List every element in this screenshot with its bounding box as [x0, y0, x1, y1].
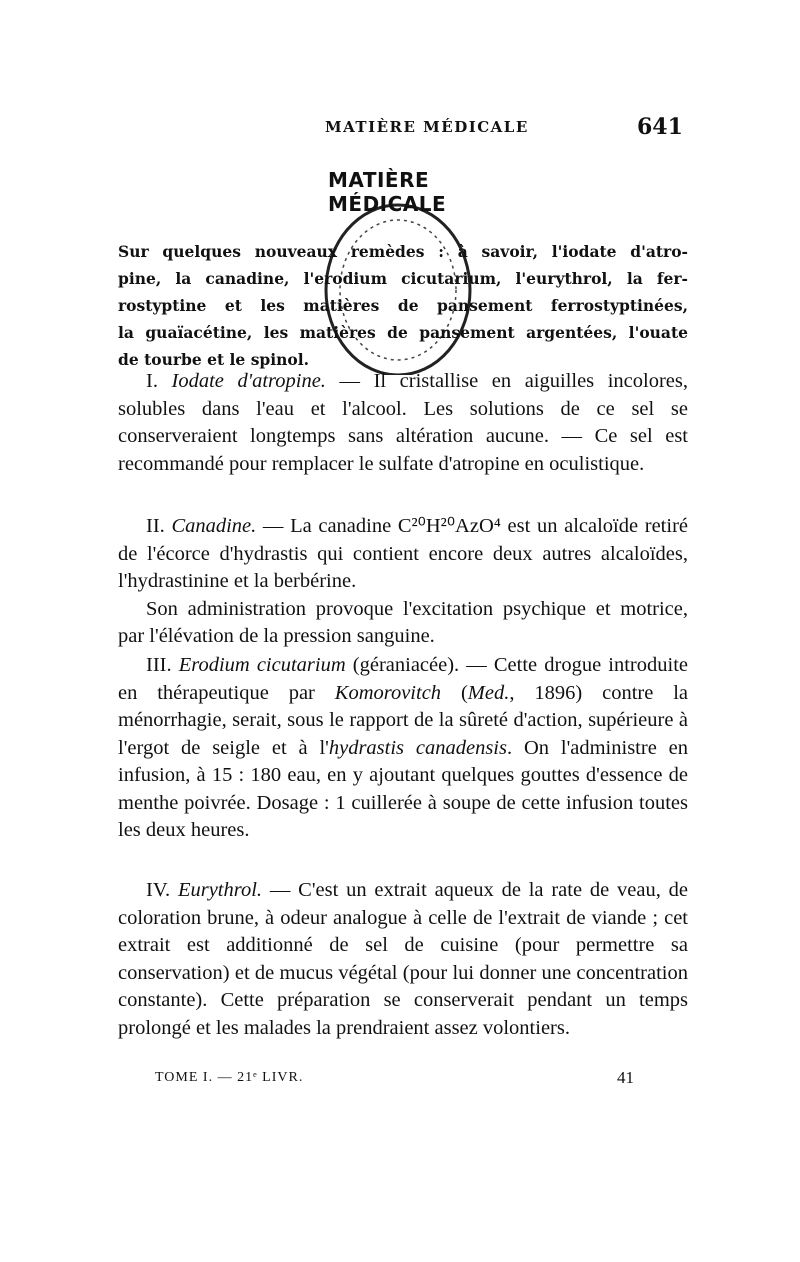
journal-name: Med. [467, 681, 510, 704]
paragraph: Son administration provoque l'excitation psychique et motrice, par l'élévation de la pression sanguine. [118, 597, 688, 647]
sheet-number: 41 [617, 1068, 634, 1087]
section-iodate [118, 368, 688, 478]
section-title: Eurythrol. [177, 879, 263, 901]
section-canadine [118, 513, 688, 651]
section-title: Canadine. [171, 515, 257, 537]
section-erodium [118, 652, 688, 845]
section-number: III. [146, 654, 172, 676]
summary-line: de tourbe et le spinol. [118, 350, 310, 369]
chapter-summary [118, 238, 688, 373]
running-title: MATIÈRE MÉDICALE [325, 118, 529, 136]
plant-name: hydrastis canadensis [328, 736, 507, 759]
section-title: Iodate d'atropine. [171, 370, 326, 392]
section-title: Erodium cicutarium [178, 654, 346, 676]
running-head [0, 114, 800, 142]
summary-line: la guaïacétine, les matières de pansement argentées, l'ouate [118, 323, 688, 342]
section-text: . On l'administre en infusion, à 15 : 180 eau, en y ajoutant quelques gouttes d'essence de menthe poivrée. Dosage : 1 cuillerée à soupe de cette infusion toutes les deux heures. [118, 736, 688, 841]
paragraph [118, 652, 688, 845]
section-number: I. [146, 370, 158, 392]
section-eurythrol [118, 877, 688, 1042]
section-text: ( [441, 681, 468, 704]
page-number: 641 [637, 114, 683, 140]
section-text: (géraniacée). — Cette drogue introduite en thérapeutique par [118, 654, 689, 704]
section-text: , 1896) contre la ménorrhagie, serait, sous le rapport de la sûreté d'action, supérieure à l'ergot de seigle et à l' [118, 681, 689, 759]
section-text: — La canadine C²⁰H²⁰AzO⁴ est un alcaloïde retiré de l'écorce d'hydrastis qui contient encore deux autres alcaloïdes, l'hydrastinine et la berbérine. [118, 515, 688, 592]
paragraph [118, 368, 688, 478]
page-footer [0, 1070, 800, 1092]
stamp-caption: MATIÈRE MÉDICALE [328, 168, 447, 216]
section-number: II. [146, 515, 165, 537]
paragraph [118, 877, 688, 1042]
signature-mark: TOME I. — 21ᵉ LIVR. [155, 1070, 304, 1085]
section-number: IV. [146, 879, 171, 901]
summary-line: rostyptine et les matières de pansement ferrostyptinées, [118, 296, 688, 315]
author-name: Komorovitch [334, 681, 442, 704]
section-text: — C'est un extrait aqueux de la rate de veau, de coloration brune, à odeur analogue à celle de l'extrait de viande ; cet extrait est additionné de sel de cuisine (pour permettre sa conservation) et de mucus végétal (pour lui donner une concentration constante). Cette préparation se conserverait pendant un temps prolongé et les malades la prendraient assez volontiers. [118, 879, 688, 1039]
summary-line: Sur quelques nouveaux remèdes : à savoir, l'iodate d'atro- [118, 242, 688, 261]
summary-line: pine, la canadine, l'erodium cicutarium, l'eurythrol, la fer- [118, 269, 688, 288]
paragraph [118, 513, 688, 596]
section-text: — Il cristallise en aiguilles incolores, solubles dans l'eau et l'alcool. Les solutions de ce sel se conserveraient longtemps sans altération aucune. — Ce sel est recommandé pour remplacer le sulfate d'atropine en oculistique. [118, 370, 689, 475]
